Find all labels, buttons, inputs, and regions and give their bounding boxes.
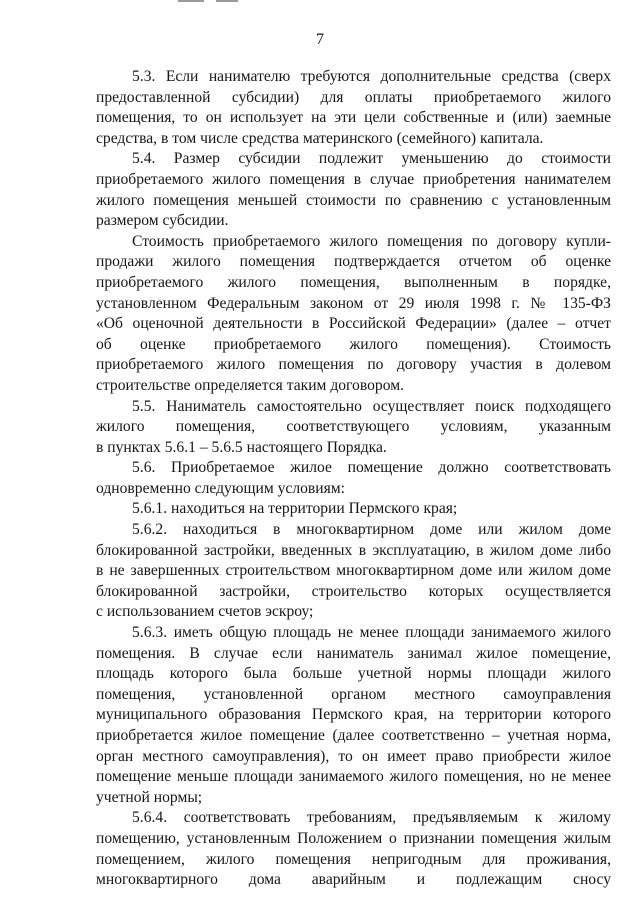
text-line: помещением, жилого помещения непригодным для проживания, — [96, 850, 611, 868]
text-line: установленном Федеральным законом от 29 июля 1998 г. № 135-ФЗ — [96, 294, 611, 312]
text-line: в пунктах 5.6.1 – 5.6.5 настоящего Порядка. — [96, 438, 387, 456]
text-line: 5.5. Наниматель самостоятельно осуществляет поиск подходящего — [132, 397, 611, 415]
text-line: в не завершенных строительством многоквартирном доме или жилом доме — [96, 562, 611, 580]
text-line: помещения, то он использует на эти цели собственные и (или) заемные — [96, 109, 611, 127]
scan-edge-mark — [216, 0, 238, 2]
text-line: блокированной застройки, строительство которых осуществляется — [96, 582, 611, 600]
text-line: учетной нормы; — [96, 788, 203, 806]
text-line: 5.6.1. находиться на территории Пермского края; — [132, 500, 458, 518]
text-line: продажи жилого помещения подтверждается отчетом об оценке — [96, 253, 611, 271]
text-line: жилого помещения, соответствующего условиям, указанным — [96, 418, 611, 436]
text-line: муниципального образования Пермского края, на территории которого — [96, 706, 611, 724]
text-line: 5.6.4. соответствовать требованиям, предъявляемым к жилому — [132, 809, 611, 827]
text-line: приобретаемого жилого помещения в случае приобретения нанимателем — [96, 170, 611, 188]
text-line: 5.6. Приобретаемое жилое помещение должно соответствовать — [132, 459, 611, 477]
text-line: помещения. В случае если наниматель занимал жилое помещение, — [96, 644, 611, 662]
text-line: блокированной застройки, введенных в эксплуатацию, в жилом доме либо — [96, 541, 611, 559]
document-body — [96, 67, 611, 891]
text-line: одновременно следующим условиям: — [96, 479, 345, 497]
text-line: площадь которого была больше учетной нормы площади жилого — [96, 665, 611, 683]
text-line: многоквартирного дома аварийным и подлежащим сносу — [96, 871, 611, 889]
text-line: помещение меньше площади занимаемого жилого помещения, но не менее — [96, 768, 611, 786]
text-line: жилого помещения меньшей стоимости по сравнению с установленным — [96, 191, 611, 209]
text-line: приобретаемого жилого помещения, выполненным в порядке, — [96, 273, 611, 291]
text-line: 5.3. Если нанимателю требуются дополнительные средства (сверх — [132, 68, 611, 85]
text-line: Стоимость приобретаемого жилого помещения по договору купли- — [132, 232, 611, 250]
text-line: с использованием счетов эскроу; — [96, 603, 314, 621]
text-line: предоставленной субсидии) для оплаты приобретаемого жилого — [96, 88, 611, 106]
text-line: строительстве определяется таким договором. — [96, 376, 404, 394]
text-line: приобретаемого жилого помещения по договору участия в долевом — [96, 356, 611, 374]
text-line: 5.4. Размер субсидии подлежит уменьшению до стоимости — [132, 150, 611, 168]
text-line: средства, в том числе средства материнского (семейного) капитала. — [96, 129, 544, 147]
text-line: размером субсидии. — [96, 212, 229, 230]
text-line: 5.6.2. находиться в многоквартирном доме или жилом доме — [132, 521, 611, 539]
page-number: 7 — [316, 31, 324, 48]
text-line: приобретается жилое помещение (далее соответственно – учетная норма, — [96, 727, 611, 744]
text-line: помещения, установленной органом местного самоуправления — [96, 685, 611, 703]
text-line: об оценке приобретаемого жилого помещения). Стоимость — [96, 335, 611, 353]
scan-edge-mark — [178, 0, 204, 2]
text-line: «Об оценочной деятельности в Российской Федерации» (далее – отчет — [96, 315, 611, 333]
text-line: орган местного самоуправления), то он имеет право приобрести жилое — [96, 747, 611, 765]
text-line: помещению, установленным Положением о признании помещения жилым — [96, 829, 611, 847]
text-line: 5.6.3. иметь общую площадь не менее площади занимаемого жилого — [132, 624, 611, 642]
